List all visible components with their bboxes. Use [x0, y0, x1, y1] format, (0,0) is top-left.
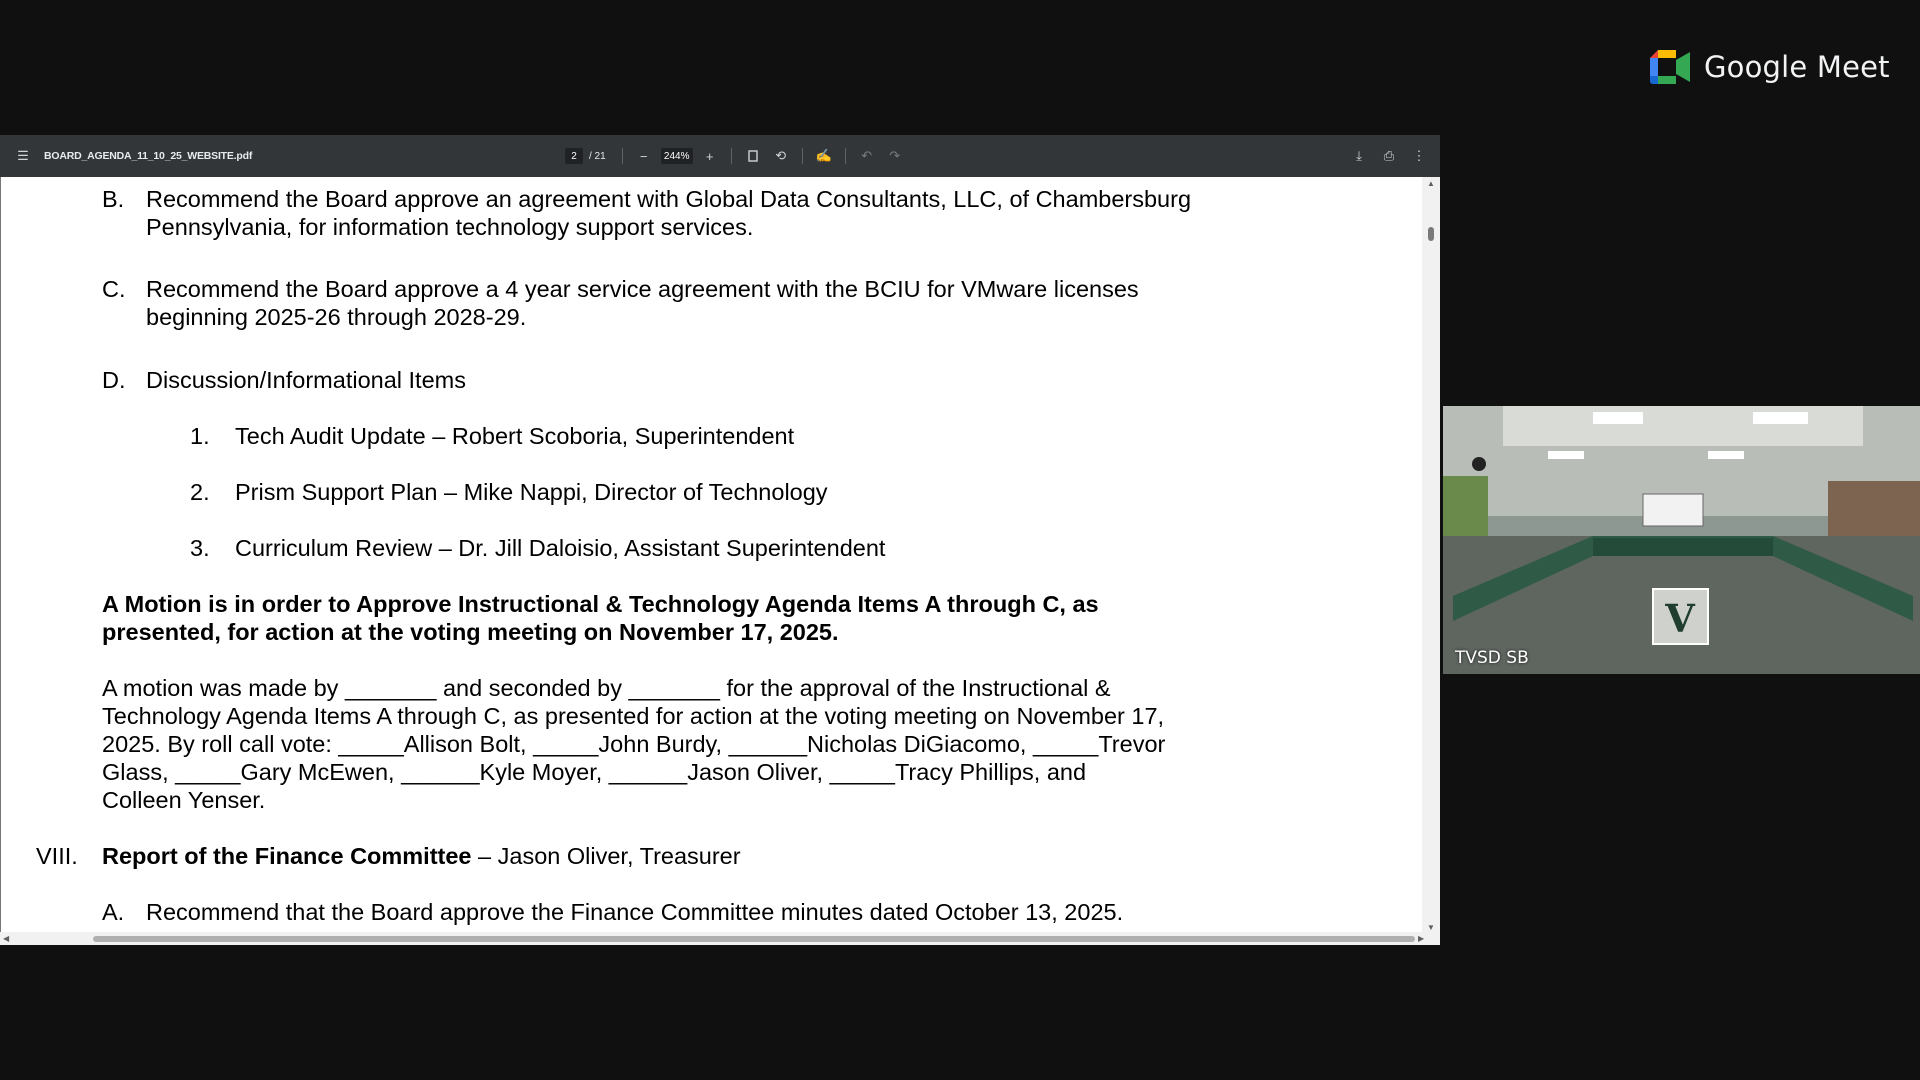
item-marker: D.	[102, 367, 126, 393]
section-title: Report of the Finance Committee	[102, 843, 472, 869]
zoom-in-icon[interactable]: +	[705, 148, 714, 164]
section-subtitle: – Jason Oliver, Treasurer	[471, 843, 741, 869]
google-meet-brand	[1650, 50, 1890, 84]
zoom-level-input[interactable]: 244%	[661, 148, 693, 164]
svg-text:V: V	[1665, 596, 1695, 641]
pdf-toolbar	[0, 135, 1440, 177]
item-marker: A.	[102, 899, 125, 925]
doc-text: Recommend the Board approve an agreement with Global Data Consultants, LLC, of Chambersburg	[146, 186, 1192, 212]
page-number-input[interactable]: 2	[565, 148, 583, 164]
vertical-scrollbar[interactable]	[1422, 177, 1440, 937]
doc-text: Recommend the Board approve a 4 year service agreement with the BCIU for VMware licenses	[146, 276, 1139, 302]
vertical-scroll-thumb[interactable]	[1428, 227, 1434, 241]
zoom-out-icon[interactable]: −	[639, 148, 648, 164]
doc-text: Recommend that the Board approve the Finance Committee minutes dated October 13, 2025.	[146, 899, 1124, 925]
list-number: 1.	[190, 423, 210, 449]
toolbar-actions	[1348, 135, 1430, 177]
doc-text: Pennsylvania, for information technology support services.	[146, 214, 754, 240]
section-heading	[102, 842, 741, 870]
doc-text: Glass, _____Gary McEwen, ______Kyle Moyer, ______Jason Oliver, _____Tracy Phillips, and	[102, 759, 1087, 785]
fit-page-icon[interactable]	[742, 145, 764, 167]
toolbar-divider	[622, 148, 623, 164]
list-item: Tech Audit Update – Robert Scoboria, Superintendent	[235, 423, 795, 449]
print-icon[interactable]: ⎙	[1383, 148, 1395, 163]
list-number: 3.	[190, 535, 210, 561]
doc-text: Technology Agenda Items A through C, as presented for action at the voting meeting on November 17,	[102, 703, 1165, 729]
toolbar-divider	[802, 148, 803, 164]
item-marker: B.	[102, 186, 125, 212]
doc-text: Colleen Yenser.	[102, 787, 266, 813]
redo-icon[interactable]: ↷	[889, 148, 901, 163]
toolbar-divider	[845, 148, 846, 164]
page-total: / 21	[589, 150, 606, 162]
menu-icon[interactable]: ☰	[17, 148, 29, 163]
scroll-right-icon[interactable]: ▶	[1418, 934, 1425, 943]
toolbar-divider	[731, 148, 732, 164]
participant-name: TVSD SB	[1455, 648, 1529, 668]
list-item: Curriculum Review – Dr. Jill Daloisio, Assistant Superintendent	[235, 535, 886, 561]
pdf-viewer	[0, 135, 1440, 945]
more-vert-icon[interactable]: ⋮	[1412, 148, 1426, 163]
doc-text: A motion was made by _______ and seconded by _______ for the approval of the Instructional &	[102, 675, 1111, 701]
doc-text: 2025. By roll call vote: _____Allison Bolt, _____John Burdy, ______Nicholas DiGiacomo, _____Trevor	[102, 731, 1166, 757]
motion-text: presented, for action at the voting meeting on November 17, 2025.	[102, 619, 839, 645]
list-number: 2.	[190, 479, 210, 505]
page-zoom-controls	[565, 135, 906, 177]
google-meet-logo-icon	[1650, 50, 1690, 84]
scroll-left-icon[interactable]: ◀	[3, 934, 10, 943]
rotate-icon[interactable]: ⟲	[775, 148, 787, 163]
motion-text: A Motion is in order to Approve Instructional & Technology Agenda Items A through C, as	[102, 591, 1099, 617]
horizontal-scroll-thumb[interactable]	[93, 936, 1415, 942]
undo-icon[interactable]: ↶	[861, 148, 873, 163]
meeting-room-video-image	[1443, 406, 1920, 674]
horizontal-scrollbar[interactable]	[0, 932, 1440, 945]
doc-text: Discussion/Informational Items	[146, 367, 466, 393]
item-marker: C.	[102, 276, 126, 302]
annotate-icon[interactable]: ✍	[815, 148, 832, 163]
download-icon[interactable]: ⤓	[1356, 148, 1362, 163]
scroll-up-icon[interactable]: ▲	[1427, 179, 1435, 188]
section-marker: VIII.	[36, 843, 78, 869]
google-meet-label: Google Meet	[1704, 50, 1890, 84]
doc-text: beginning 2025-26 through 2028-29.	[146, 304, 527, 330]
list-item: Prism Support Plan – Mike Nappi, Director of Technology	[235, 479, 828, 505]
participant-video-tile[interactable]	[1443, 406, 1920, 674]
pdf-filename: BOARD_AGENDA_11_10_25_WEBSITE.pdf	[44, 150, 253, 162]
pdf-page	[0, 177, 1423, 937]
scroll-down-icon[interactable]: ▼	[1427, 923, 1435, 932]
